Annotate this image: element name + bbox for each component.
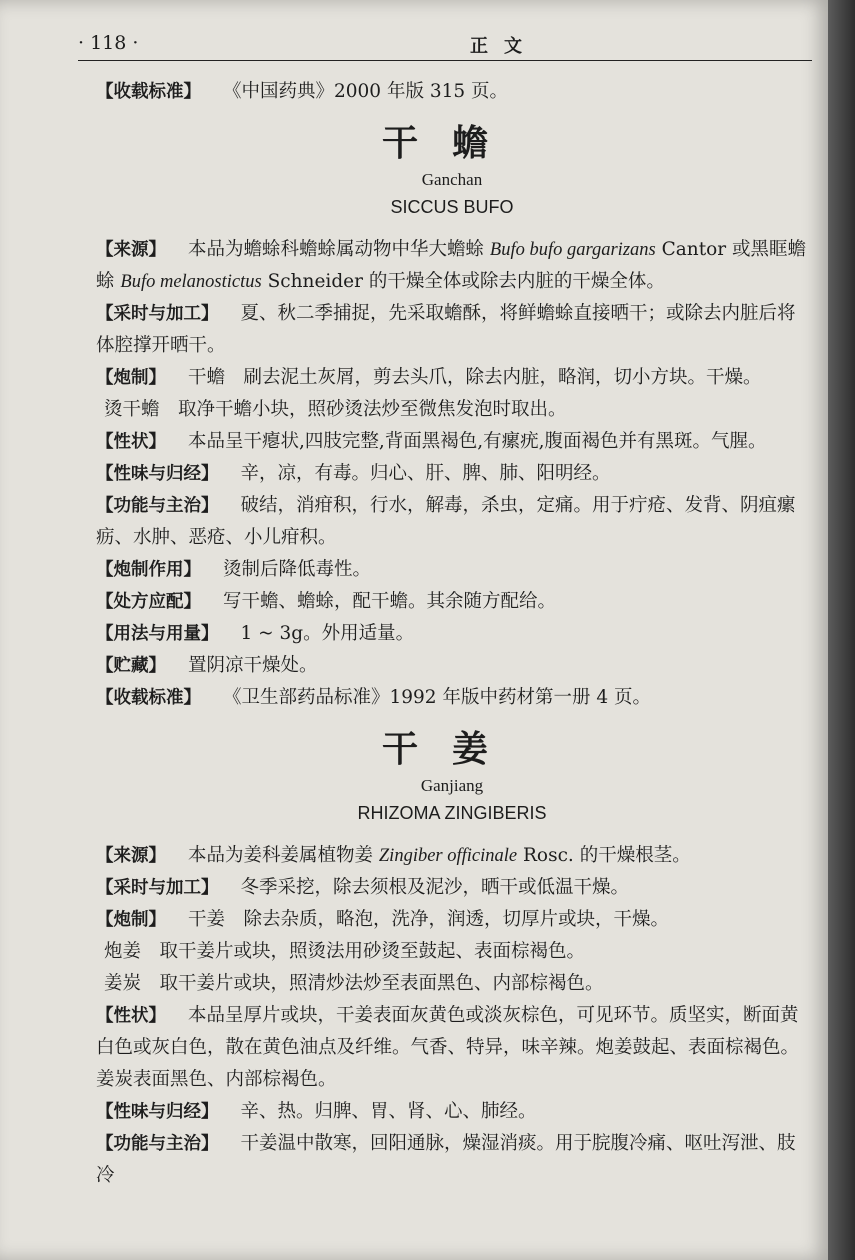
- ganchan-character: 【性状】 本品呈干瘪状,四肢完整,背面黑褐色,有瘰疣,腹面褐色并有黑斑。气腥。: [96, 431, 767, 452]
- ganchan-source: 【来源】 本品为蟾蜍科蟾蜍属动物中华大蟾蜍 Bufo bufo gargarizans Cantor 或黑眶蟾蜍 Bufo melanostictus Schneider 的干燥全体或除去内脏的干燥全体。: [96, 239, 807, 292]
- entry-title-ganchan: 干蟾: [381, 122, 522, 164]
- ganjiang-nature: 【性味与归经】 辛、热。归脾、胃、肾、心、肺经。: [96, 1101, 537, 1122]
- entry-pinyin-ganjiang: Ganjiang: [420, 776, 484, 795]
- entry-latin-ganjiang: RHIZOMA ZINGIBERIS: [357, 803, 547, 823]
- ganchan-dosage: 【用法与用量】 1 ~ 3g。外用适量。: [96, 623, 415, 644]
- ganchan-standard: 【收载标准】 《卫生部药品标准》1992 年版中药材第一册 4 页。: [96, 687, 651, 708]
- ganjiang-function: 【功能与主治】 干姜温中散寒，回阳通脉，燥湿消痰。用于脘腹冷痛、呕吐泻泄、肢冷: [96, 1133, 796, 1186]
- entry-pinyin-ganchan: Ganchan: [421, 170, 483, 189]
- page-number: · 118 ·: [78, 32, 139, 54]
- ganjiang-processing-2: 炮姜 取干姜片或块，照烫法用砂烫至鼓起、表面棕褐色。: [104, 941, 586, 962]
- entry-title-ganjiang: 干姜: [381, 728, 522, 770]
- ganchan-harvest: 【采时与加工】 夏、秋二季捕捉，先采取蟾酥，将鲜蟾蜍直接晒干；或除去内脏后将体腔撑开晒干。: [96, 303, 796, 356]
- ganjiang-harvest: 【采时与加工】 冬季采挖，除去须根及泥沙，晒干或低温干燥。: [96, 877, 630, 898]
- page-edge-shadow: [828, 0, 855, 1260]
- ganjiang-character: 【性状】 本品呈厚片或块，干姜表面灰黄色或淡灰棕色，可见环节。质坚实，断面黄白色或灰白色，散在黄色油点及纤维。气香、特异，味辛辣。炮姜鼓起、表面棕褐色。姜炭表面黑色、内部棕褐色。: [96, 1005, 800, 1090]
- running-title: 正文: [470, 36, 538, 57]
- ganjiang-source: 【来源】 本品为姜科姜属植物姜 Zingiber officinale Rosc. 的干燥根茎。: [96, 845, 691, 866]
- ganjiang-processing: 【炮制】 干姜 除去杂质，略泡，洗净，润透，切厚片或块，干燥。: [96, 909, 670, 930]
- ganchan-nature: 【性味与归经】 辛，凉，有毒。归心、肝、脾、肺、阳明经。: [96, 463, 611, 484]
- top-standard-entry: 【收载标准】 《中国药典》2000 年版 315 页。: [96, 81, 509, 102]
- entry-latin-ganchan: SICCUS BUFO: [390, 197, 514, 217]
- ganchan-processing: 【炮制】 干蟾 刷去泥土灰屑，剪去头爪，除去内脏，略润，切小方块。干燥。: [96, 367, 762, 388]
- page-header: [78, 26, 812, 61]
- ganchan-storage: 【贮藏】 置阴凉干燥处。: [96, 655, 318, 676]
- ganchan-effect: 【炮制作用】 烫制后降低毒性。: [96, 559, 372, 580]
- page-body: [96, 76, 808, 1192]
- ganchan-processing-2: 烫干蟾 取净干蟾小块，照砂烫法炒至微焦发泡时取出。: [104, 399, 567, 420]
- ganjiang-processing-3: 姜炭 取干姜片或块，照清炒法炒至表面黑色、内部棕褐色。: [104, 973, 604, 994]
- ganchan-function: 【功能与主治】 破结，消疳积，行水，解毒，杀虫，定痛。用于疔疮、发背、阴疽瘰疬、水肿、恶疮、小儿疳积。: [96, 495, 796, 548]
- ganchan-prescription: 【处方应配】 写干蟾、蟾蜍，配干蟾。其余随方配给。: [96, 591, 557, 612]
